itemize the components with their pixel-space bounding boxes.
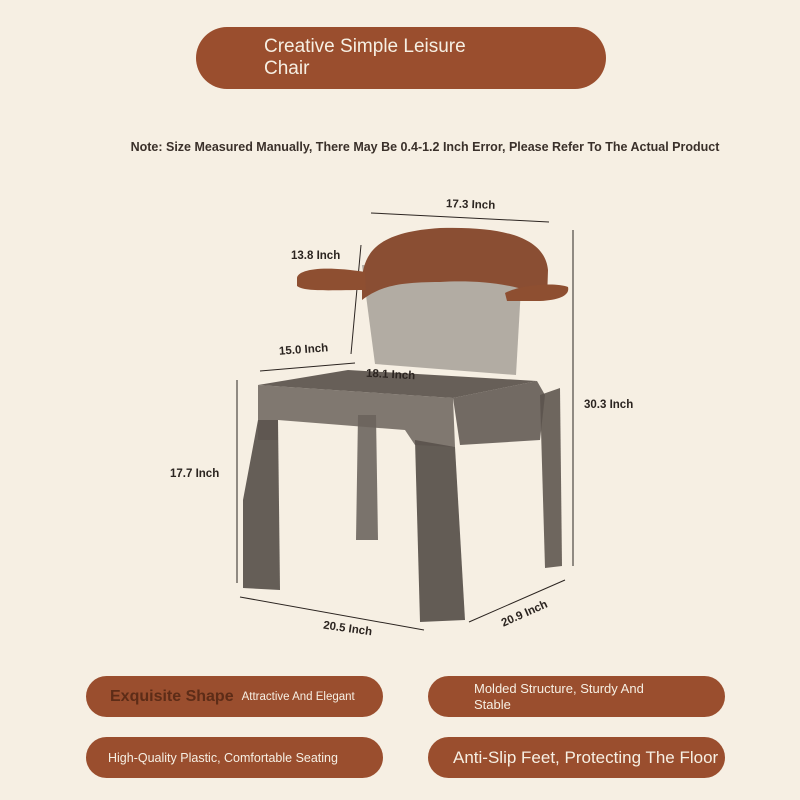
dim-backrest-width: 17.3 Inch <box>445 198 496 212</box>
front-leg-left <box>243 420 280 590</box>
feature-anti-slip <box>428 737 725 778</box>
feature-4-text: Anti-Slip Feet, Protecting The Floor <box>453 747 719 767</box>
feature-3-text: High-Quality Plastic, Comfortable Seating <box>108 750 338 765</box>
product-title: Creative Simple Leisure Chair <box>264 36 466 79</box>
dim-total-height: 30.3 Inch <box>584 399 634 411</box>
dim-seat-width: 18.1 Inch <box>365 367 416 383</box>
feature-exquisite-shape <box>86 676 383 717</box>
feature-2-text: Molded Structure, Sturdy And Stable <box>474 680 644 712</box>
feature-1-subtitle: Attractive And Elegant <box>241 690 355 703</box>
dim-seat-height: 17.7 Inch <box>170 468 220 480</box>
feature-quality-plastic <box>86 737 383 778</box>
armrest-left <box>297 269 366 291</box>
dim-seat-depth: 15.0 Inch <box>278 342 329 358</box>
feature-1-title: Exquisite Shape <box>110 687 234 705</box>
measurement-note: Note: Size Measured Manually, There May Be 0.4-1.2 Inch Error, Please Refer To The Actual Product <box>130 140 720 154</box>
front-leg-right <box>415 440 465 622</box>
dim-backrest-height: 13.8 Inch <box>291 250 341 262</box>
feature-molded-structure <box>428 676 725 717</box>
dim-base-depth: 20.9 Inch <box>499 598 550 630</box>
dim-base-width: 20.5 Inch <box>322 619 373 639</box>
